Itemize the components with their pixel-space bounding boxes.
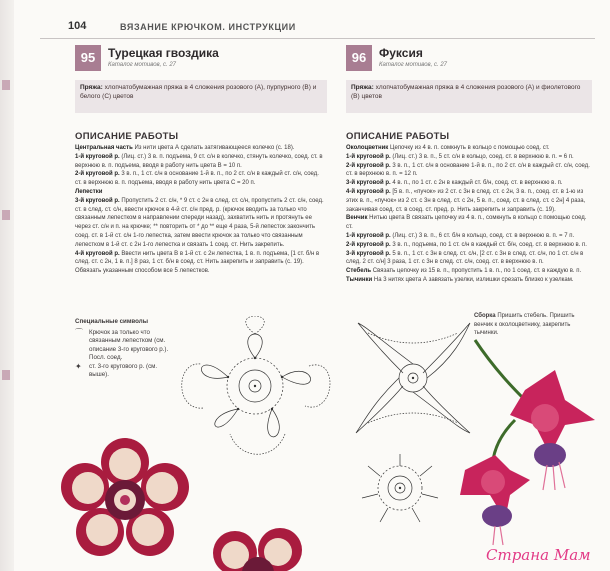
instruction-paragraph bbox=[346, 214, 592, 232]
paragraph-text: 5 в. п., 1 ст. с 3н в след. ст. с/н, [2 ст. с 3н в след. ст. с/н, по 1 ст. с/н в след. 2 ст. с/н] 3 раза, 1 ст. с 3н в след. ст. с/н, соед. ст. в верхнюю в. п. bbox=[346, 250, 584, 266]
paragraph-label: 2-й круговой р. bbox=[75, 171, 120, 178]
motif-title: Турецкая гвоздика bbox=[108, 46, 219, 60]
paragraph-text: Ввести нить цвета В в 1-й ст. с 2н лепестка, 1 в. п. подъема, [1 ст. б/н в след. ст. с 2н, 1 в. п.] 8 раз, 1 ст. б/н в соед. ст. Нить закрепить и заправить (с. 19). Обвязать указанным способом все 5 лепестков. bbox=[75, 250, 320, 275]
instruction-paragraph bbox=[75, 153, 327, 171]
yarn-box bbox=[75, 80, 327, 113]
instruction-paragraph bbox=[75, 170, 327, 188]
paragraph-label: 1-й круговой р. bbox=[346, 232, 391, 239]
paragraph-label: Околоцветник bbox=[346, 145, 389, 151]
paragraph-label: Центральная часть bbox=[75, 145, 133, 151]
paragraph-label: Венчик bbox=[346, 215, 368, 222]
paragraph-label: 2-й круговой р. bbox=[346, 241, 391, 248]
legend-item-text: ст. 3-го кругового р. (см. выше). bbox=[89, 362, 158, 378]
paragraph-label: 1-й круговой р. bbox=[75, 153, 120, 160]
paragraph-text: Пропустить 2 ст. с/н, * 9 ст. с 2н в след. ст. с/н, пропустить 2 ст. с/н, соед. ст. в след. ст. с/н, ввести крючок в 4-й ст. с/н пред. р. (крючок вводить за только что связанным лепестком в направлении спереди назад), захватить нить и протянуть ее через ст. с/н и п. на крючке; ** повторить от * до ** еще 4 раза, 5-й лепесток закончить соед. ст. в 1-й ст. с/н 1-го лепестка, затем ввести крючок за только что связанным лепестком в 1-й ст. с 2н 1-го лепестка и связать 1 соед. ст. Нить закрепить. bbox=[75, 197, 324, 248]
page-header bbox=[50, 20, 590, 38]
legend-item bbox=[75, 363, 175, 380]
instruction-paragraph bbox=[75, 188, 327, 197]
running-title: ВЯЗАНИЕ КРЮЧКОМ. ИНСТРУКЦИИ bbox=[120, 22, 296, 32]
instruction-paragraph bbox=[346, 276, 592, 285]
motif-catalog-ref: Каталог мотивов, с. 27 bbox=[108, 62, 177, 68]
instruction-paragraph bbox=[346, 250, 592, 268]
paragraph-text: 3 в. п., 1 ст. с/н в основание 1-й в. п., по 2 ст. с/н в каждый ст. с/н, соед. ст. в верхнюю в. п. подъема, вводя в работу нить цвета С = 20 п. bbox=[75, 171, 319, 187]
motif-catalog-ref: Каталог мотивов, с. 27 bbox=[379, 62, 448, 68]
paragraph-label: Тычинки bbox=[346, 276, 373, 283]
sweet-william-flower-photo bbox=[55, 432, 195, 562]
instruction-paragraph bbox=[346, 144, 592, 153]
yarn-text: хлопчатобумажная пряжа в 4 сложения розового (А), пурпурного (В) и белого (С) цветов bbox=[80, 84, 317, 100]
motif-title: Фуксия bbox=[379, 46, 423, 60]
paragraph-label: 4-й круговой р. bbox=[346, 188, 391, 195]
paragraph-text: Нитью цвета В связать цепочку из 4 в. п., сомкнуть в кольцо с помощью соед. ст. bbox=[346, 215, 587, 231]
fuchsia-corolla-chart-diagram bbox=[350, 448, 450, 528]
special-symbols-legend bbox=[75, 318, 175, 380]
spine-marker bbox=[2, 210, 10, 220]
yarn-label: Пряжа: bbox=[351, 84, 374, 91]
paragraph-text: (Лиц. ст.) 3 в. п., 5 ст. с/н в кольцо, соед. ст. в верхнюю в. п. = 6 п. bbox=[392, 153, 574, 160]
assembly-label: Сборка bbox=[474, 313, 496, 319]
paragraph-label: Лепестки bbox=[75, 188, 103, 195]
instruction-paragraph bbox=[75, 144, 327, 153]
assembly-text: Пришить стебель. Пришить венчик к околоцветнику, закрепить тычинки. bbox=[474, 313, 575, 336]
paragraph-text: 3 в. п., подъема, по 1 ст. с/н в каждый ст. б/н, соед. ст. в верхнюю в. п. bbox=[392, 241, 587, 248]
paragraph-label: 1-й круговой р. bbox=[346, 153, 391, 160]
paragraph-text: (Лиц. ст.) 3 в. п. подъема, 9 ст. с/н в колечко, стянуть колечко, соед. ст. в верхнюю в. п. подъема, вводя в работу нить цвета В = 10 п. bbox=[75, 153, 323, 169]
sweet-william-chart-diagram bbox=[175, 316, 335, 456]
instruction-paragraph bbox=[346, 267, 592, 276]
paragraph-text: 4 в. п., по 1 ст. с 2н в каждый ст. б/н, соед. ст. в верхнюю в. п. bbox=[392, 180, 563, 187]
paragraph-label: 3-й круговой р. bbox=[75, 197, 120, 204]
instruction-paragraph bbox=[75, 250, 327, 276]
instruction-paragraph bbox=[346, 153, 592, 162]
paragraph-text: 3 в. п., 1 ст. с/н в основание 1-й в. п., по 2 ст. с/н в каждый ст. с/н, соед. ст. в верхнюю в. п. = 12 п. bbox=[346, 162, 590, 178]
paragraph-text: [5 в. п., «пучок» из 2 ст. с 3н в след. ст. с 2н, 3 в. п., соед. ст. в 1-ю из этих в. п., «пучок» из 2 ст. с 3н в след. ст. с 2н, 5 в. п., соед. ст. в след. ст. с 2н] 4 раза, заканчивая соед. ст. в соед. ст. пред. р. Нить закрепить и заправить (с. 19). bbox=[346, 188, 586, 213]
sweet-william-flower-photo-2 bbox=[200, 518, 320, 571]
instruction-paragraph bbox=[346, 179, 592, 188]
paragraph-text: Из нити цвета А сделать затягивающееся колечко (с. 18). bbox=[134, 145, 295, 151]
instruction-paragraph bbox=[75, 197, 327, 250]
instructions-body bbox=[346, 144, 592, 285]
paragraph-text: На 3 нитях цвета А завязать узелки, излишки срезать близко к узелкам. bbox=[373, 276, 574, 283]
legend-item bbox=[75, 329, 175, 363]
paragraph-label: 4-й круговой р. bbox=[75, 250, 120, 257]
instruction-paragraph bbox=[346, 232, 592, 241]
paragraph-label: 3-й круговой р. bbox=[346, 180, 391, 187]
spine-marker bbox=[2, 370, 10, 380]
yarn-box bbox=[346, 80, 592, 113]
instructions-body bbox=[75, 144, 327, 276]
instruction-paragraph bbox=[346, 188, 592, 214]
page-number: 104 bbox=[68, 20, 87, 32]
watermark-logo: Страна Мам bbox=[486, 546, 591, 564]
legend-item-text: Крючок за только что связанным лепестком (см. описание 3-го кругового р.). Посл. соед. bbox=[89, 328, 169, 361]
instruction-paragraph bbox=[346, 162, 592, 180]
paragraph-label: 2-й круговой р. bbox=[346, 162, 391, 169]
paragraph-label: 3-й круговой р. bbox=[346, 250, 391, 257]
fuchsia-flower-photo bbox=[455, 330, 605, 555]
instruction-paragraph bbox=[346, 241, 592, 250]
paragraph-text: Связать цепочку из 15 в. п., пропустить 1 в. п., по 1 соед. ст. в каждую в. п. bbox=[372, 268, 582, 275]
join-stitch-icon: ✦ bbox=[75, 361, 82, 371]
paragraph-text: (Лиц. ст.) 3 в. п., 6 ст. б/н в кольцо, соед. ст. в верхнюю в. п. = 7 п. bbox=[392, 232, 575, 239]
section-heading: ОПИСАНИЕ РАБОТЫ bbox=[75, 131, 179, 142]
motif-number-badge: 96 bbox=[346, 45, 372, 71]
paragraph-label: Стебель bbox=[346, 268, 372, 275]
yarn-label: Пряжа: bbox=[80, 84, 103, 91]
hook-behind-petal-icon: ⌒ bbox=[75, 327, 83, 337]
spine-marker bbox=[2, 80, 10, 90]
header-rule bbox=[40, 38, 595, 39]
yarn-text: хлопчатобумажная пряжа в 4 сложения розового (А) и фиолетового (В) цветов bbox=[351, 84, 581, 100]
motif-number-badge: 95 bbox=[75, 45, 101, 71]
paragraph-text: Цепочку из 4 в. п. сомкнуть в кольцо с помощью соед. ст. bbox=[390, 145, 550, 151]
section-heading: ОПИСАНИЕ РАБОТЫ bbox=[346, 131, 450, 142]
book-spine bbox=[0, 0, 14, 571]
legend-title: Специальные символы bbox=[75, 318, 148, 325]
